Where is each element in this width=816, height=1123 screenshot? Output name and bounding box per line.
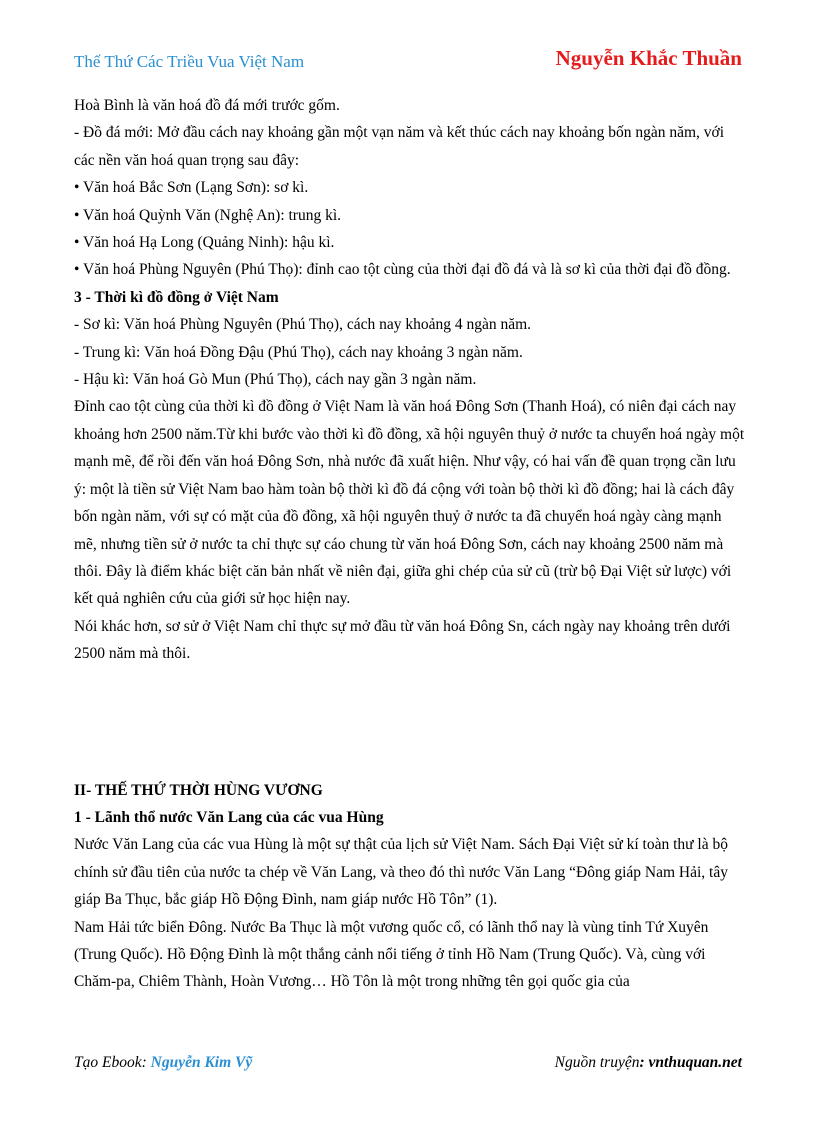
ebook-creator-name: Nguyễn Kim Vỹ: [150, 1054, 253, 1071]
list-item: - Sơ kì: Văn hoá Phùng Nguyên (Phú Thọ), cách nay khoảng 4 ngàn năm.: [74, 316, 532, 334]
bullet-item: • Văn hoá Bắc Sơn (Lạng Sơn): sơ kì.: [74, 179, 309, 197]
page-header: [74, 46, 742, 80]
ebook-credit: [74, 1054, 252, 1072]
paragraph: Đỉnh cao tột cùng của thời kì đồ đồng ở Việt Nam là văn hoá Đông Sơn (Thanh Hoá), có niên đại cách nay khoảng hơn 2500 năm.Từ khi bước vào thời kì đồ đồng, xã hội nguyên thuỷ ở nước ta chuyển hoá ngày một mạnh mẽ, để rồi đến văn hoá Đông Sơn, nhà nước đã xuất hiện. Như vậy, có hai vấn đề quan trọng cần lưu ý: một là tiền sử Việt Nam bao hàm toàn bộ thời kì đồ đá cộng với toàn bộ thời kì đồ đồng; hai là cách đây bốn ngàn năm, với sự có mặt của đồ đồng, xã hội nguyên thuỷ ở nước ta đã chuyển hoá ngày càng mạnh mẽ, nhưng tiền sử ở nước ta chỉ thực sự cáo chung từ văn hoá Đông Sơn, cách nay khoảng 2500 năm mà thôi. Đây là điểm khác biệt căn bản nhất về niên đại, giữa ghi chép của sử cũ (trừ bộ Đại Việt sử lược) với kết quả nghiên cứu của giới sử học hiện nay.: [74, 398, 745, 608]
ebook-label: Tạo Ebook: [74, 1054, 142, 1071]
bullet-item: • Văn hoá Phùng Nguyên (Phú Thọ): đỉnh cao tột cùng của thời đại đồ đá và là sơ kì của thời đại đồ đồng.: [74, 261, 731, 279]
paragraph: Nói khác hơn, sơ sử ở Việt Nam chỉ thực sự mở đầu từ văn hoá Đông Sn, cách ngày nay khoảng trên dưới 2500 năm mà thôi.: [74, 617, 731, 663]
list-item: - Trung kì: Văn hoá Đồng Đậu (Phú Thọ), cách nay khoảng 3 ngàn năm.: [74, 343, 523, 361]
section-gap: [74, 668, 746, 777]
subsection-heading: 1 - Lãnh thổ nước Văn Lang của các vua Hùng: [74, 808, 384, 826]
section-heading: 3 - Thời kì đồ đồng ở Việt Nam: [74, 288, 279, 306]
book-title: Thế Thứ Các Triều Vua Việt Nam: [74, 52, 305, 71]
list-item: - Hậu kì: Văn hoá Gò Mun (Phú Thọ), cách nay gần 3 ngàn năm.: [74, 371, 477, 389]
bullet-item: • Văn hoá Quỳnh Văn (Nghệ An): trung kì.: [74, 206, 342, 224]
source-label: Nguồn truyện: [554, 1054, 640, 1071]
bullet-item: • Văn hoá Hạ Long (Quảng Ninh): hậu kì.: [74, 234, 335, 252]
source-colon: :: [639, 1054, 649, 1071]
source-site-link[interactable]: vnthuquan.net: [648, 1054, 742, 1071]
paragraph: Hoà Bình là văn hoá đồ đá mới trước gốm.: [74, 97, 340, 114]
paragraph: Nước Văn Lang của các vua Hùng là một sự thật của lịch sử Việt Nam. Sách Đại Việt sử kí toàn thư là bộ chính sử đầu tiên của nước ta chép về Văn Lang, và theo đó thì nước Văn Lang “Đông giáp Nam Hải, tây giáp Ba Thục, bắc giáp Hồ Động Đình, nam giáp nước Hồ Tôn” (1).: [74, 836, 728, 909]
document-body: [74, 92, 746, 996]
section-heading: II- THẾ THỨ THỜI HÙNG VƯƠNG: [74, 781, 323, 799]
paragraph: Nam Hải tức biển Đông. Nước Ba Thục là một vương quốc cổ, có lãnh thổ nay là vùng tỉnh Tứ Xuyên (Trung Quốc). Hồ Động Đình là một thắng cảnh nổi tiếng ở tỉnh Hồ Nam (Trung Quốc). Và, cùng với Chăm-pa, Chiêm Thành, Hoàn Vương… Hồ Tôn là một trong những tên gọi quốc gia của: [74, 918, 709, 991]
paragraph: - Đồ đá mới: Mở đầu cách nay khoảng gần một vạn năm và kết thúc cách nay khoảng bốn ngàn năm, với các nền văn hoá quan trọng sau đây:: [74, 124, 725, 169]
source-credit: [555, 1054, 742, 1072]
ebook-colon: :: [141, 1054, 151, 1071]
author-name: Nguyễn Khắc Thuần: [555, 46, 742, 70]
